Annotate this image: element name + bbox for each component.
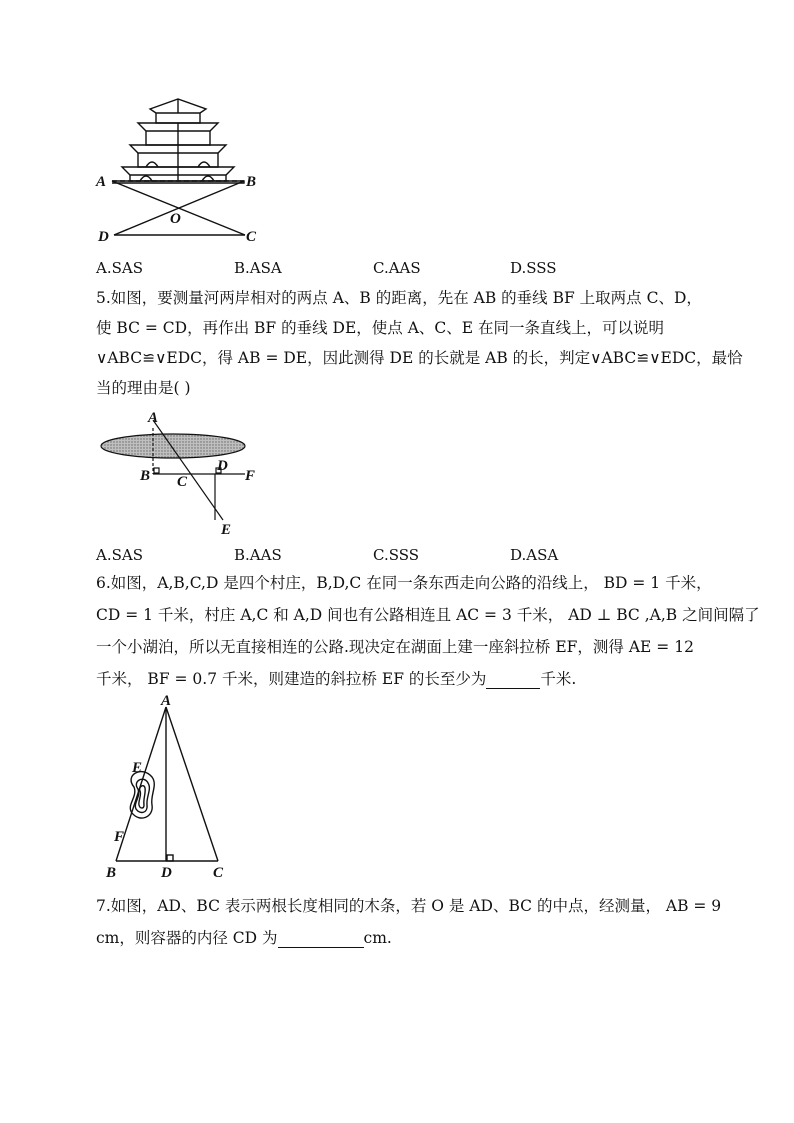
q6-line-4-text: 千米， BF = 0.7 千米，则建造的斜拉桥 EF 的长至少为 — [96, 670, 487, 688]
q5-line-3: ∨ABC≌∨EDC，得 AB = DE，因此测得 DE 的长就是 AB 的长，判定∨ABC≌∨EDC，最恰 — [96, 349, 743, 367]
q7-line-2 — [96, 928, 392, 948]
q5-option-b: B.AAS — [234, 546, 282, 564]
q6-line-1: 6.如图，A,B,C,D 是四个村庄，B,D,C 在同一条东西走向公路的沿线上， BD = 1 千米， — [96, 574, 712, 592]
q7-line-2-text: cm，则容器的内径 CD 为 — [96, 929, 278, 947]
q6-answer-blank[interactable] — [486, 672, 540, 689]
label-D: D — [98, 229, 109, 245]
village-label-D: D — [161, 865, 172, 881]
q6-line-4-unit: 千米. — [540, 670, 577, 688]
river-label-E: E — [221, 522, 232, 538]
q5-line-2: 使 BC = CD，再作出 BF 的垂线 DE，使点 A、C、E 在同一条直线上，可以说明 — [96, 319, 664, 337]
q7-line-2-unit: cm. — [363, 929, 392, 947]
q5-line-1: 5.如图，要测量河两岸相对的两点 A、B 的距离，先在 AB 的垂线 BF 上取两点 C、D， — [96, 289, 702, 307]
q6-line-4 — [96, 669, 576, 689]
village-label-F: F — [114, 829, 125, 845]
river-label-B: B — [140, 468, 151, 484]
village-label-E: E — [132, 760, 143, 776]
q6-line-2: CD = 1 千米，村庄 A,C 和 A,D 间也有公路相连且 AC = 3 千米， AD ⊥ BC ,A,B 之间间隔了 — [96, 606, 760, 624]
label-A: A — [96, 174, 107, 190]
village-label-C: C — [213, 865, 224, 881]
q5-option-c: C.SSS — [373, 546, 420, 564]
river-label-F: F — [245, 468, 256, 484]
q4-option-a: A.SAS — [96, 259, 143, 277]
label-O: O — [170, 211, 181, 227]
pagoda-figure — [90, 95, 280, 245]
q7-answer-blank[interactable] — [278, 931, 364, 948]
label-C: C — [246, 229, 257, 245]
q7-line-1: 7.如图，AD、BC 表示两根长度相同的木条，若 O 是 AD、BC 的中点，经测量， AB = 9 — [96, 897, 722, 915]
river-figure — [95, 408, 270, 538]
river-label-D: D — [217, 458, 228, 474]
village-label-A: A — [161, 695, 172, 709]
river-label-C: C — [177, 474, 188, 490]
q4-option-d: D.SSS — [510, 259, 557, 277]
q5-option-d: D.ASA — [510, 546, 559, 564]
q4-option-b: B.ASA — [234, 259, 282, 277]
q6-line-3: 一个小湖泊，所以无直接相连的公路.现决定在湖面上建一座斜拉桥 EF，测得 AE = 12 — [96, 638, 694, 656]
river-label-A: A — [148, 410, 159, 426]
q5-line-4: 当的理由是( ) — [96, 379, 191, 397]
q5-option-a: A.SAS — [96, 546, 143, 564]
label-B: B — [246, 174, 257, 190]
q4-option-c: C.AAS — [373, 259, 421, 277]
villages-figure — [100, 695, 240, 885]
village-label-B: B — [106, 865, 117, 881]
